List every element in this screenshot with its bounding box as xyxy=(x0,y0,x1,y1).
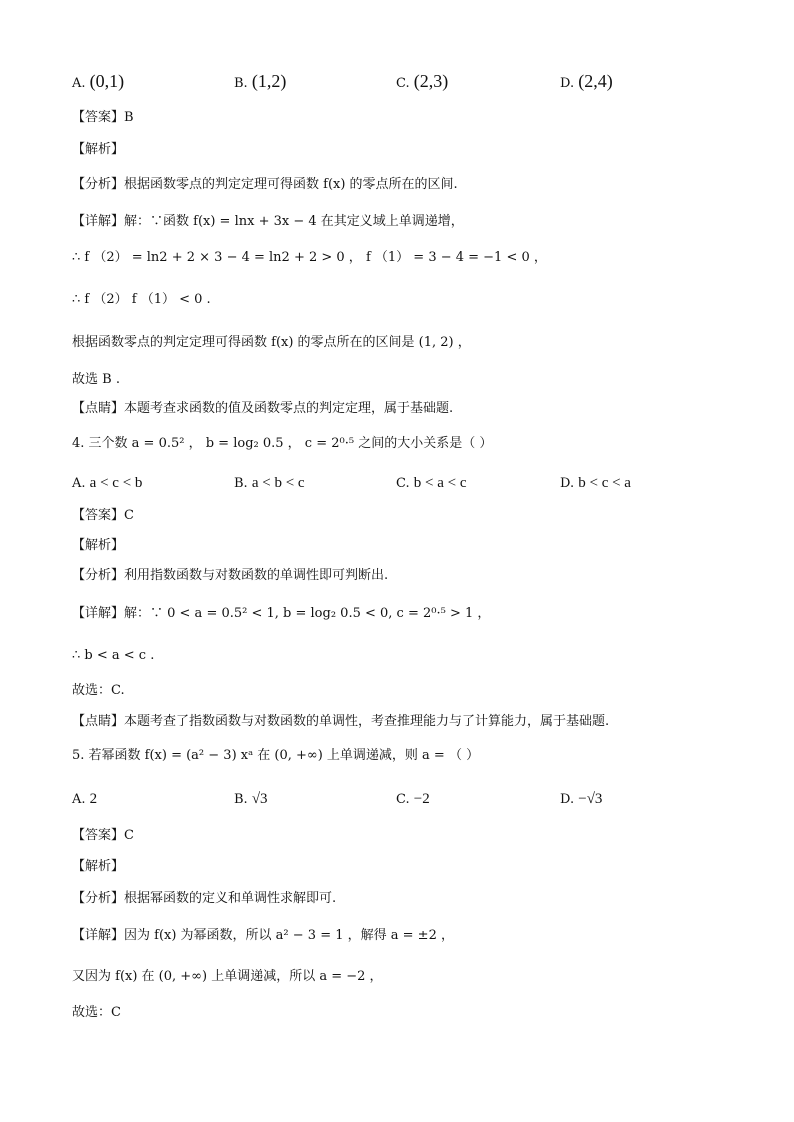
q4-options xyxy=(72,472,762,494)
q4-detail-2: ∴ b < a < c . xyxy=(72,648,155,663)
option-value: (2,4) xyxy=(578,71,613,91)
q5-option-c xyxy=(396,788,430,811)
q4-dianjing: 【点睛】本题考查了指数函数与对数函数的单调性，考查推理能力与了计算能力，属于基础题. xyxy=(72,714,610,729)
q3-answer: 【答案】B xyxy=(72,110,134,125)
option-label: B. xyxy=(234,76,248,91)
option-value: 2 xyxy=(89,791,98,807)
option-value: a < b < c xyxy=(251,475,305,491)
option-value: a < c < b xyxy=(89,475,143,491)
q4-stem: 4. 三个数 a = 0.5² ， b = log₂ 0.5 ， c = 2⁰·⁵ 之间的大小关系是（ ） xyxy=(72,436,493,451)
q3-detail-3: ∴ f （2） f （1） < 0 . xyxy=(72,292,211,307)
option-label: A. xyxy=(72,792,86,807)
option-value: √3 xyxy=(251,791,268,807)
option-value: b < c < a xyxy=(578,475,631,491)
q4-option-b xyxy=(234,472,305,495)
q4-answer: 【答案】C xyxy=(72,508,134,523)
option-label: A. xyxy=(72,76,86,91)
q5-stem: 5. 若幂函数 f(x) = (a² − 3) xᵃ 在 (0, +∞) 上单调递减，则 a = （ ） xyxy=(72,748,480,763)
q4-fenxi: 【分析】利用指数函数与对数函数的单调性即可判断出. xyxy=(72,568,389,583)
option-value: b < a < c xyxy=(413,475,467,491)
q4-analysis-heading: 【解析】 xyxy=(72,538,125,553)
q3-detail-4: 根据函数零点的判定定理可得函数 f(x) 的零点所在的区间是 (1, 2) ， xyxy=(72,335,471,350)
q4-option-a xyxy=(72,472,142,495)
q4-choose: 故选：C. xyxy=(72,683,125,698)
q3-detail-1: 【详解】解：∵函数 f(x) = lnx + 3x − 4 在其定义域上单调递增， xyxy=(72,214,464,229)
q5-options xyxy=(72,788,762,810)
q5-detail-1: 【详解】因为 f(x) 为幂函数，所以 a² − 3 = 1 ，解得 a = ±2 ， xyxy=(72,928,454,943)
q3-detail-2: ∴ f （2） = ln2 + 2 × 3 − 4 = ln2 + 2 > 0 ， f （1） = 3 − 4 = −1 < 0 ， xyxy=(72,250,547,265)
q4-option-c xyxy=(396,472,467,495)
q5-analysis-heading: 【解析】 xyxy=(72,859,125,874)
q5-option-b xyxy=(234,788,268,811)
q4-detail-1: 【详解】解：∵ 0 < a = 0.5² < 1, b = log₂ 0.5 < 0, c = 2⁰·⁵ > 1 ， xyxy=(72,606,491,621)
q5-option-a xyxy=(72,788,97,811)
option-label: D. xyxy=(560,476,575,491)
q5-answer: 【答案】C xyxy=(72,828,134,843)
option-value: (0,1) xyxy=(89,71,125,91)
option-label: D. xyxy=(560,792,575,807)
option-label: A. xyxy=(72,476,86,491)
option-label: C. xyxy=(396,76,410,91)
q3-option-a xyxy=(72,70,124,95)
option-value: (2,3) xyxy=(413,71,449,91)
option-label: C. xyxy=(396,792,410,807)
q3-options xyxy=(72,70,762,92)
option-label: B. xyxy=(234,476,248,491)
option-value: −√3 xyxy=(578,791,603,807)
option-label: D. xyxy=(560,76,575,91)
q5-detail-2: 又因为 f(x) 在 (0, +∞) 上单调递减，所以 a = −2 ， xyxy=(72,969,383,984)
q5-fenxi: 【分析】根据幂函数的定义和单调性求解即可. xyxy=(72,891,337,906)
q5-choose: 故选：C xyxy=(72,1005,121,1020)
q3-dianjing: 【点睛】本题考查求函数的值及函数零点的判定定理，属于基础题. xyxy=(72,401,454,416)
q3-option-b xyxy=(234,70,286,95)
q3-option-c xyxy=(396,70,448,95)
q3-option-d xyxy=(560,70,613,95)
q3-choose: 故选 B . xyxy=(72,372,120,387)
option-value: −2 xyxy=(413,791,430,807)
option-value: (1,2) xyxy=(251,71,287,91)
option-label: C. xyxy=(396,476,410,491)
q5-option-d xyxy=(560,788,602,811)
option-label: B. xyxy=(234,792,248,807)
q4-option-d xyxy=(560,472,631,495)
q3-analysis-heading: 【解析】 xyxy=(72,142,125,157)
q3-fenxi: 【分析】根据函数零点的判定定理可得函数 f(x) 的零点所在的区间. xyxy=(72,177,458,192)
